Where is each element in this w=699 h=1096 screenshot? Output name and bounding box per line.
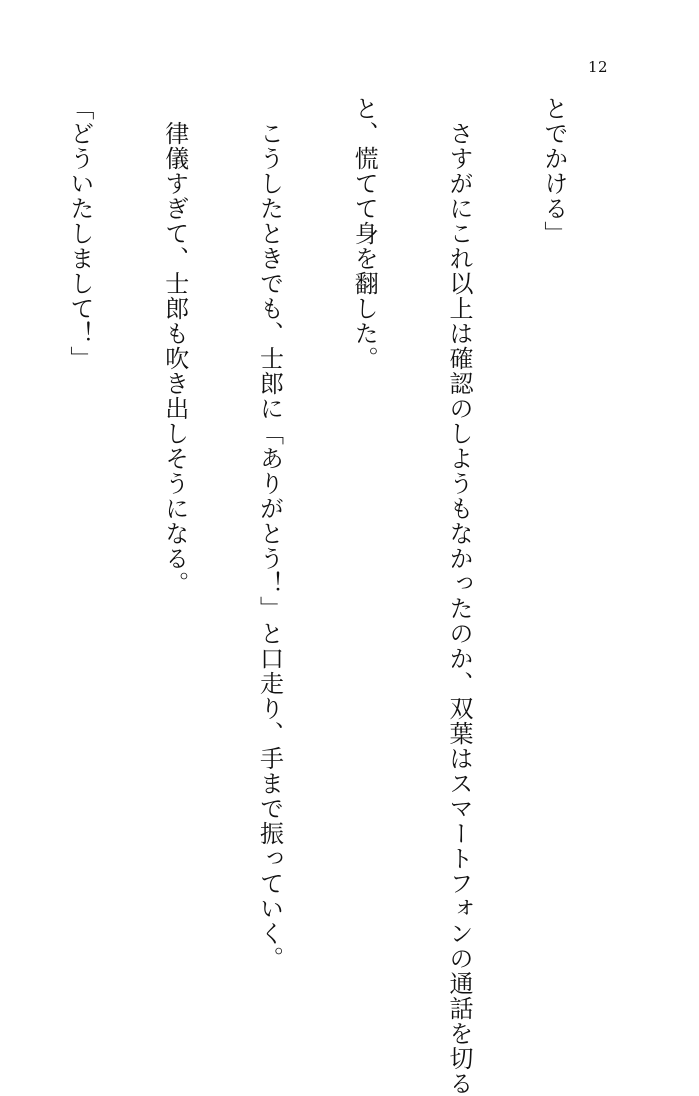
text-line: 律儀すぎて、士郎も吹き出しそうになる。 (158, 96, 190, 976)
text-line: さすがにこれ以上は確認のしようもなかったのか、双葉はスマートフォンの通話を切る (442, 96, 474, 976)
text-line: とでかける」 (537, 96, 569, 976)
text-line: と、慌てて身を翻した。 (348, 96, 380, 976)
text-line: 「どういたしまして！」 (63, 96, 95, 976)
vertical-text-body (92, 96, 632, 976)
text-line: こうしたときでも、士郎に「ありがとう！」と口走り、手まで振っていく。 (253, 96, 285, 976)
page-number: 12 (588, 58, 608, 76)
